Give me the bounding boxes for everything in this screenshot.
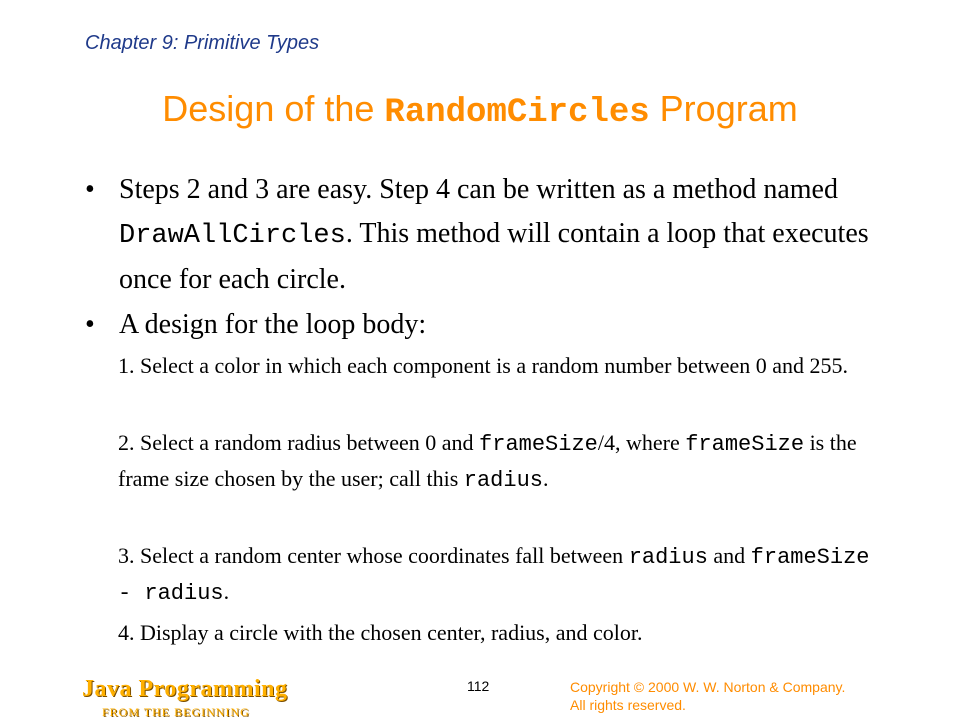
step-3-t3: . <box>223 579 230 604</box>
page-number: 112 <box>467 678 490 694</box>
title-code: RandomCircles <box>384 94 650 132</box>
step-4: 4. Display a circle with the chosen center, radius, and color. <box>118 620 643 645</box>
bullet-1-part2: . This method will contain a loop that executes once for each circle. <box>119 218 869 295</box>
copyright <box>570 678 845 714</box>
book-subtitle: FROM THE BEGINNING <box>102 705 250 719</box>
book-title: Java Programming <box>82 676 288 702</box>
step-2-t4: . <box>543 466 549 491</box>
step-3 <box>118 539 888 611</box>
step-2-c3: radius <box>463 468 543 493</box>
step-3-c2: frameSize - radius <box>118 545 870 606</box>
step-2-t1: 2. Select a random radius between 0 and <box>118 430 480 455</box>
bullet-dot-icon: • <box>85 309 95 340</box>
book-logo <box>82 676 288 720</box>
bullet-2-text: A design for the loop body: <box>119 309 427 340</box>
step-2-t3: is the frame size chosen by the user; call this <box>118 430 857 491</box>
bullet-1-text <box>119 168 899 302</box>
step-3-t1: 3. Select a random center whose coordinates fall between <box>118 543 629 568</box>
step-3-c1: radius <box>628 545 708 570</box>
step-3-t2: and <box>707 543 751 568</box>
bullet-1-part1: Steps 2 and 3 are easy. Step 4 can be written as a method named <box>119 174 838 205</box>
copyright-line-1: Copyright © 2000 W. W. Norton & Company. <box>570 679 846 695</box>
copyright-line-2: All rights reserved. <box>570 697 686 713</box>
title-prefix: Design of the <box>162 88 385 129</box>
chapter-label: Chapter 9: Primitive Types <box>85 32 320 54</box>
step-2-c1: frameSize <box>479 432 598 457</box>
title-suffix: Program <box>649 88 798 129</box>
bullet-dot-icon: • <box>85 174 95 205</box>
bullet-1-code: DrawAllCircles <box>119 221 346 251</box>
step-1: 1. Select a color in which each component is a random number between 0 and 255. <box>118 353 849 378</box>
step-2-c2: frameSize <box>685 432 805 457</box>
step-2-t2: /4, where <box>597 430 686 455</box>
step-2 <box>118 426 888 498</box>
